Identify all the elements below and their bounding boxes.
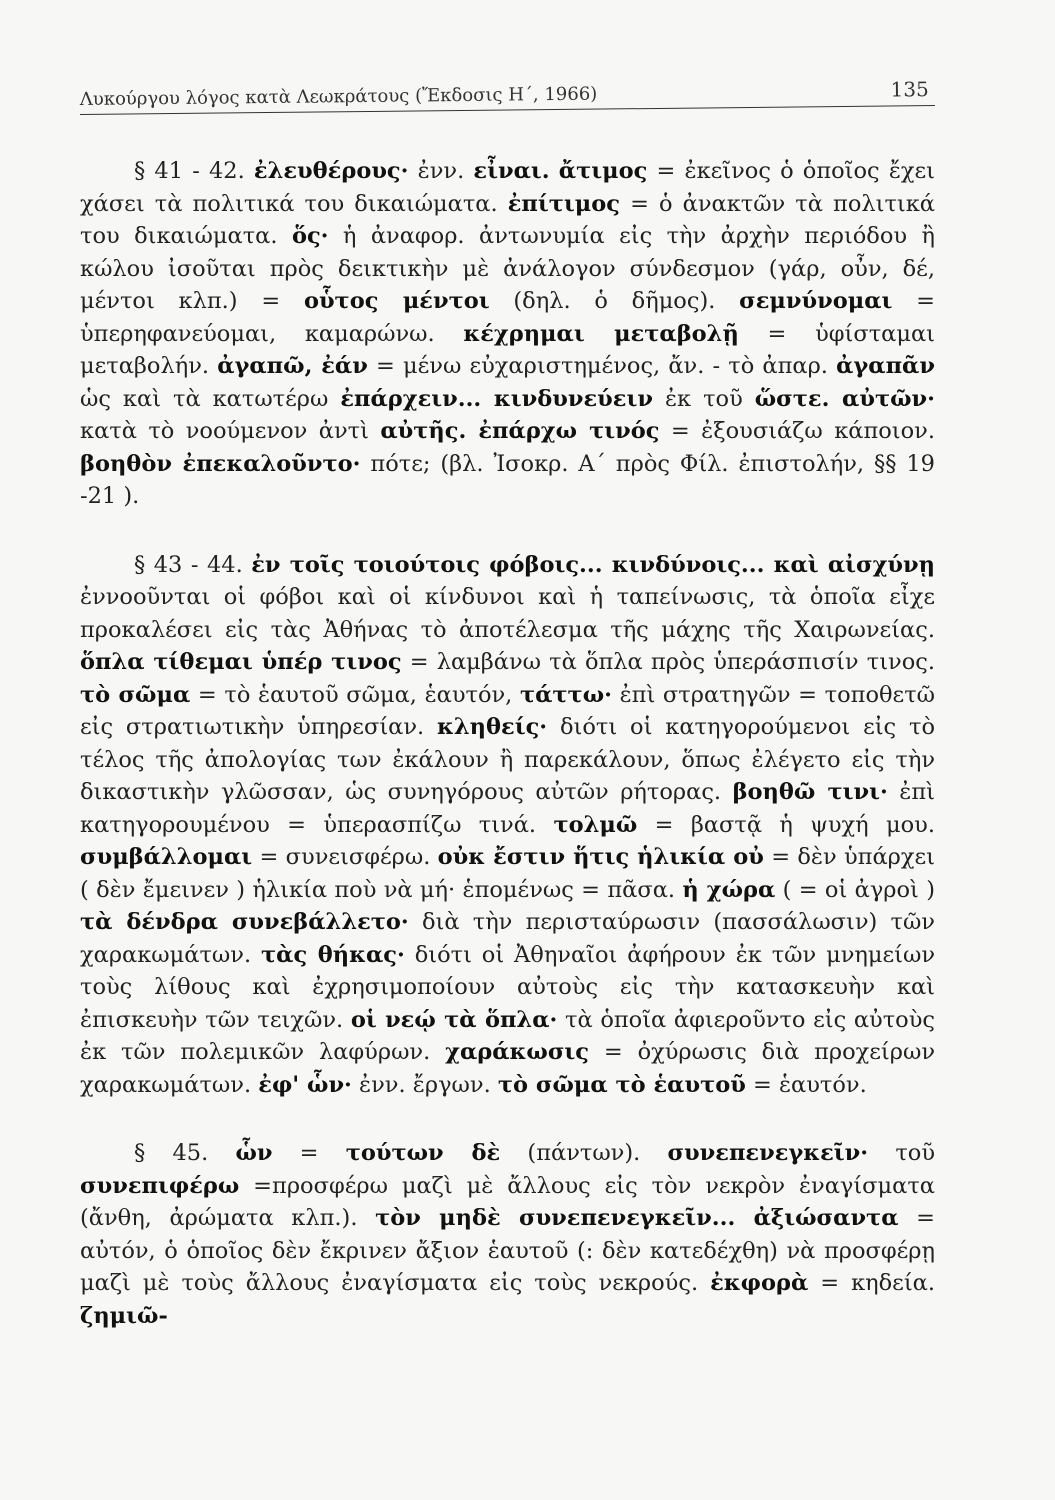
lemma-headword: αὐτῆς. ἐπάρχω τινός	[380, 418, 660, 444]
gloss-text: = κηδεία.	[808, 1270, 935, 1296]
gloss-text: = ἐκεῖνος ὁ ὁποῖος ἔχει χάσει τὰ πολιτικά του δικαιώματα.	[80, 158, 936, 217]
gloss-text: ἐπὶ κατηγορουμένου = ὑπερασπίζω τινά.	[80, 779, 935, 838]
running-header	[80, 77, 935, 115]
lemma-headword: ὅς·	[291, 223, 329, 249]
lemma-headword: οὐκ ἔστιν ἥτις ἡλικία οὐ	[437, 844, 764, 870]
lemma-headword: κληθείς·	[437, 714, 548, 740]
gloss-text: § 45.	[134, 1140, 236, 1166]
gloss-text: διὰ τὴν περισταύρωσιν (πασσάλωσιν) τῶν χαρακωμάτων.	[80, 909, 935, 968]
lemma-headword: τὸν μηδὲ συνεπενεγκεῖν... ἀξιώσαντα	[375, 1205, 899, 1231]
gloss-text: ἐνν.	[408, 158, 474, 184]
gloss-text: = ὀχύρωσις διὰ προχείρων χαρακωμάτων.	[80, 1039, 936, 1098]
gloss-text: διότι οἱ κατηγορούμενοι εἰς τὸ τέλος τῆς ἀπολογίας των ἐκάλουν ἢ παρεκάλουν, ὅπως ἐλέγετο εἰς τὴν δικαστικὴν γλῶσσαν, ὡς συνηγόρους αὐτῶν ρήτορας.	[80, 714, 936, 805]
gloss-text: διότι οἱ Ἀθηναῖοι ἀφήρουν ἐκ τῶν μνημείων τοὺς λίθους καὶ ἐχρησιμοποίουν αὐτοὺς εἰς τὴν κατασκευὴν καὶ ἐπισκευὴν τῶν τειχῶν.	[80, 941, 935, 1033]
lemma-headword: σεμνύνομαι	[739, 288, 893, 314]
gloss-text: τὰ ὁποῖα ἀφιεροῦντο εἰς αὐτοὺς ἐκ τῶν πολεμικῶν λαφύρων.	[80, 1006, 936, 1065]
gloss-text: ἐνν. ἔργων.	[351, 1071, 498, 1098]
lemma-headword: συνεπενεγκεῖν·	[667, 1140, 869, 1166]
gloss-text: = αὐτόν, ὁ ὁποῖος δὲν ἔκρινεν ἄξιον ἑαυτοῦ (: δὲν κατεδέχθη) νὰ προσφέρῃ μαζὶ μὲ τοὺς ἄλλους ἐναγίσματα εἰς τοὺς νεκρούς.	[80, 1205, 935, 1296]
paragraph-section-43-44	[80, 549, 935, 1102]
lemma-headword: ἀγαπᾶν	[836, 353, 935, 379]
gloss-text: = τὸ ἑαυτοῦ σῶμα, ἑαυτόν,	[190, 681, 520, 708]
lemma-headword: ἀγαπῶ, ἐάν	[217, 353, 368, 379]
paragraph-section-41-42	[80, 155, 935, 513]
lemma-headword: συνεπιφέρω	[80, 1172, 240, 1199]
running-header-title: Λυκούργου λόγος κατὰ Λεωκράτους (Ἔκδοσις Η΄, 1966)	[79, 83, 598, 111]
gloss-text: ἐπὶ στρατηγῶν = τοποθετῶ εἰς στρατιωτικὴν ὑπηρεσίαν.	[80, 681, 935, 740]
gloss-text: = ἑαυτόν.	[745, 1071, 867, 1098]
lemma-headword: ἐφ' ὧν·	[258, 1071, 352, 1098]
lemma-headword: ἐκφορὰ	[710, 1270, 809, 1296]
gloss-text: ( = οἱ ἀγροὶ )	[775, 876, 935, 903]
page-number: 135	[890, 77, 929, 102]
lemma-headword: βοηθὸν ἐπεκαλοῦντο·	[80, 450, 361, 477]
lemma-headword: κέχρημαι μεταβολῇ	[463, 320, 739, 347]
lemma-headword: συμβάλλομαι	[80, 844, 253, 870]
gloss-text: κατὰ τὸ νοούμενον ἀντὶ	[80, 418, 381, 444]
gloss-text: = λαμβάνω τὰ ὅπλα πρὸς ὑπεράσπισίν τινος.	[401, 649, 935, 675]
lemma-headword: ἄτιμος	[558, 158, 648, 184]
lemma-headword: τούτων δὲ	[345, 1140, 501, 1166]
lemma-headword: τὰς θήκας·	[261, 941, 405, 968]
gloss-text: = ὑφίσταμαι μεταβολήν.	[80, 320, 935, 379]
gloss-text: ἡ ἀναφορ. ἀντωνυμία εἰς τὴν ἀρχὴν περιόδου ἢ κώλου ἰσοῦται πρὸς δεικτικὴν μὲ ἀνάλογον σύνδεσμον (γάρ, οὖν, δέ, μέντοι κλπ.) =	[80, 223, 935, 314]
lemma-headword: βοηθῶ τινι·	[732, 779, 888, 805]
gloss-text: § 43 - 44.	[134, 551, 252, 578]
lemma-headword: ἐπίτιμος	[507, 190, 620, 217]
gloss-text: ὡς καὶ τὰ κατωτέρω	[80, 385, 341, 412]
commentary-body	[80, 155, 935, 1332]
gloss-text: ἐννοοῦνται οἱ φόβοι καὶ οἱ κίνδυνοι καὶ ἡ ταπείνωσις, τὰ ὁποῖα εἶχε προκαλέσει εἰς τὰς Ἀθήνας τὸ ἀποτέλεσμα τῆς μάχης τῆς Χαιρωνείας.	[80, 584, 935, 643]
lemma-headword: ἡ χώρα	[682, 876, 776, 903]
gloss-text: = μένω εὐχαριστημένος, ἄν. - τὸ ἀπαρ.	[367, 353, 837, 379]
gloss-text: = ὑπερηφανεύομαι, καμαρώνω.	[80, 288, 936, 347]
gloss-text: =	[272, 1140, 346, 1166]
gloss-text: (δηλ. ὁ δῆμος).	[489, 288, 740, 314]
lemma-headword: ἐπάρχειν... κινδυνεύειν	[340, 385, 653, 412]
lemma-headword: ὧν	[235, 1140, 273, 1166]
gloss-text: = δὲν ὑπάρχει ( δὲν ἔμεινεν ) ἡλικία ποὺ νὰ μή· ἑπομένως = πᾶσα.	[80, 844, 935, 903]
gloss-text: τοῦ	[868, 1140, 935, 1166]
gloss-text: = ἐξουσιάζω κάποιον.	[659, 418, 935, 444]
lemma-headword: χαράκωσις	[445, 1039, 589, 1065]
lemma-headword: οὗτος μέντοι	[303, 288, 490, 314]
lemma-headword: ὥστε. αὐτῶν·	[754, 385, 935, 412]
gloss-text	[550, 158, 559, 184]
lemma-headword: τάττω·	[519, 681, 612, 708]
gloss-text: πότε; (βλ. Ἰσοκρ. Α΄ πρὸς Φίλ. ἐπιστολήν, §§ 19 -21 ).	[80, 450, 935, 509]
paragraph-section-45	[80, 1137, 935, 1332]
gloss-text: (πάντων).	[500, 1140, 668, 1166]
gloss-text: § 41 - 42.	[134, 158, 254, 184]
lemma-headword: τὸ σῶμα τὸ ἑαυτοῦ	[497, 1071, 746, 1098]
lemma-headword: τολμῶ	[553, 811, 638, 838]
lemma-headword: ζημιῶ-	[80, 1302, 168, 1329]
gloss-text: = συνεισφέρω.	[252, 844, 438, 870]
lemma-headword: ἐλευθέρους·	[253, 158, 409, 184]
gloss-text: = ὁ ἀνακτῶν τὰ πολιτικά του δικαιώματα.	[80, 190, 935, 249]
gloss-text: =προσφέρω μαζὶ μὲ ἄλλους εἰς τὸν νεκρὸν ἐναγίσματα (ἄνθη, ἀρώματα κλπ.).	[80, 1172, 935, 1231]
lemma-headword: εἶναι.	[473, 158, 550, 184]
lemma-headword: ὅπλα τίθεμαι ὑπέρ τινος	[80, 649, 402, 675]
lemma-headword: τὸ σῶμα	[80, 681, 191, 708]
lemma-headword: οἱ νεῴ τὰ ὅπλα·	[350, 1006, 558, 1033]
lemma-headword: τὰ δένδρα συνεβάλλετο·	[80, 909, 409, 935]
lemma-headword: ἐν τοῖς τοιούτοις φόβοις... κινδύνοις... καὶ αἰσχύνῃ	[251, 551, 935, 578]
gloss-text: ἐκ τοῦ	[652, 385, 755, 412]
gloss-text: = βαστᾷ ἡ ψυχή μου.	[637, 811, 936, 838]
